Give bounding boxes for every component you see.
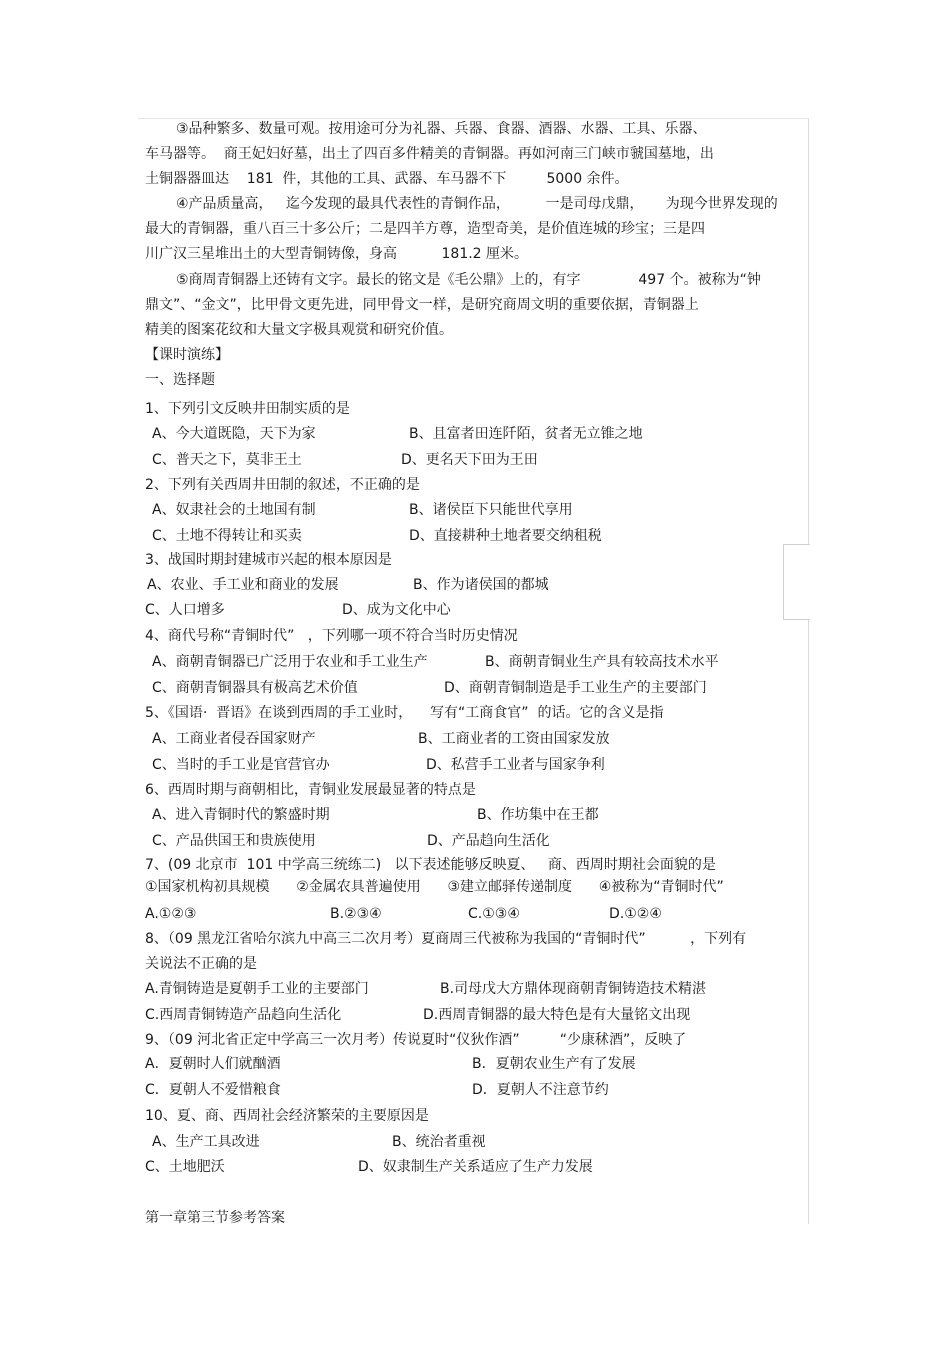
text-line: B.②③④: [330, 906, 382, 922]
text-line: A．夏朝时人们就酗酒: [145, 1056, 281, 1072]
text-line: 鼎文”、“金文”，比甲骨文更先进，同甲骨文一样，是研究商周文明的重要依据，青铜器上: [145, 297, 699, 313]
text-line: D、产品趋向生活化: [427, 833, 550, 849]
text-line: B、作为诸侯国的都城: [413, 577, 549, 593]
text-line: ①国家机构初具规模 ②金属农具普遍使用 ③建立邮驿传递制度 ④被称为“青铜时代”: [145, 879, 724, 895]
text-line: A、今大道既隐，天下为家: [152, 426, 316, 442]
text-line: C.西周青铜铸造产品趋向生活化: [145, 1007, 342, 1023]
text-line: 4、商代号称“青铜时代” ，下列哪一项不符合当时历史情况: [145, 628, 518, 644]
text-line: 土铜器器皿达 181 件，其他的工具、武器、车马器不下 5000 余件。: [145, 171, 629, 187]
text-line: 1、下列引文反映井田制实质的是: [145, 401, 350, 417]
text-line: 6、西周时期与商朝相比，青铜业发展最显著的特点是: [145, 782, 476, 798]
text-line: D．夏朝人不注意节约: [472, 1082, 609, 1098]
text-line: D、私营手工业者与国家争利: [426, 757, 605, 773]
text-line: 川广汉三星堆出土的大型青铜铸像，身高 181.2 厘米。: [145, 246, 529, 262]
text-line: A.①②③: [145, 906, 197, 922]
text-line: 5、《国语· 晋语》在谈到西周的手工业时， 写有“工商食官” 的话。它的含义是指: [145, 705, 664, 721]
text-line: B、工商业者的工资由国家发放: [418, 731, 610, 747]
text-line: 【课时演练】: [145, 347, 229, 363]
text-line: A.青铜铸造是夏朝手工业的主要部门: [145, 981, 369, 997]
text-line: 8、（09 黑龙江省哈尔滨九中高三二次月考）夏商周三代被称为我国的“青铜时代” ，下列有: [145, 931, 747, 947]
text-line: B、诸侯臣下只能世代享用: [409, 502, 573, 518]
text-line: ④产品质量高， 迄今发现的最具代表性的青铜作品， 一是司母戊鼎， 为现今世界发现的: [176, 196, 778, 212]
text-line: D、更名天下田为王田: [401, 452, 538, 468]
text-line: C、普天之下，莫非王土: [152, 452, 302, 468]
text-line: A、生产工具改进: [152, 1134, 260, 1150]
text-line: B、且富者田连阡陌，贫者无立锥之地: [409, 426, 643, 442]
text-line: 第一章第三节参考答案: [145, 1210, 285, 1226]
text-line: C、人口增多: [145, 602, 225, 618]
text-line: 关说法不正确的是: [145, 956, 257, 972]
side-tab[interactable]: [783, 544, 810, 620]
text-line: A、商朝青铜器已广泛用于农业和手工业生产: [152, 654, 428, 670]
text-line: 精美的图案花纹和大量文字极具观赏和研究价值。: [145, 322, 453, 338]
text-line: D、直接耕种土地者要交纳租税: [409, 528, 602, 544]
text-line: B、统治者重视: [392, 1134, 486, 1150]
text-line: B、作坊集中在王都: [477, 807, 599, 823]
text-line: D、商朝青铜制造是手工业生产的主要部门: [444, 680, 707, 696]
text-line: ⑤商周青铜器上还铸有文字。最长的铭文是《毛公鼎》上的，有字 497 个。被称为“钟: [176, 272, 761, 288]
text-line: C.①③④: [468, 906, 520, 922]
text-line: A、奴隶社会的土地国有制: [152, 502, 316, 518]
text-line: ③品种繁多、数量可观。按用途可分为礼器、兵器、食器、酒器、水器、工具、乐器、: [176, 121, 707, 137]
text-line: D.①②④: [609, 906, 662, 922]
text-line: A、工商业者侵吞国家财产: [152, 731, 316, 747]
text-line: 车马器等。 商王妃妇好墓，出土了四百多件精美的青铜器。再如河南三门峡市虢国墓地，出: [145, 146, 714, 162]
text-line: B、商朝青铜业生产具有较高技术水平: [485, 654, 719, 670]
text-line: 10、夏、商、西周社会经济繁荣的主要原因是: [145, 1108, 429, 1124]
text-line: B．夏朝农业生产有了发展: [472, 1056, 636, 1072]
text-line: B.司母戊大方鼎体现商朝青铜铸造技术精湛: [440, 981, 707, 997]
text-line: 2、下列有关西周井田制的叙述，不正确的是: [145, 477, 420, 493]
text-line: C．夏朝人不爱惜粮食: [145, 1082, 281, 1098]
text-line: C、土地肥沃: [145, 1159, 225, 1175]
text-line: C、商朝青铜器具有极高艺术价值: [152, 680, 358, 696]
text-line: D、成为文化中心: [342, 602, 451, 618]
text-line: C、土地不得转让和买卖: [152, 528, 302, 544]
text-line: 一、选择题: [145, 372, 215, 388]
text-line: A、农业、手工业和商业的发展: [147, 577, 339, 593]
text-line: 7、(09 北京市 101 中学高三统练二) 以下表述能够反映夏、 商、西周时期社会面貌的是: [145, 857, 716, 873]
text-line: C、产品供国王和贵族使用: [152, 833, 316, 849]
text-line: 3、战国时期封建城市兴起的根本原因是: [145, 552, 392, 568]
text-line: 最大的青铜器，重八百三十多公斤；二是四羊方尊，造型奇美，是价值连城的珍宝；三是四: [145, 221, 705, 237]
text-line: D.西周青铜器的最大特色是有大量铭文出现: [423, 1007, 691, 1023]
text-line: D、奴隶制生产关系适应了生产力发展: [358, 1159, 593, 1175]
text-line: A、进入青铜时代的繁盛时期: [152, 807, 330, 823]
text-line: 9、（09 河北省正定中学高三一次月考）传说夏时“仪狄作酒” “少康秫酒”，反映了: [145, 1032, 687, 1048]
text-line: C、当时的手工业是官营官办: [152, 757, 330, 773]
